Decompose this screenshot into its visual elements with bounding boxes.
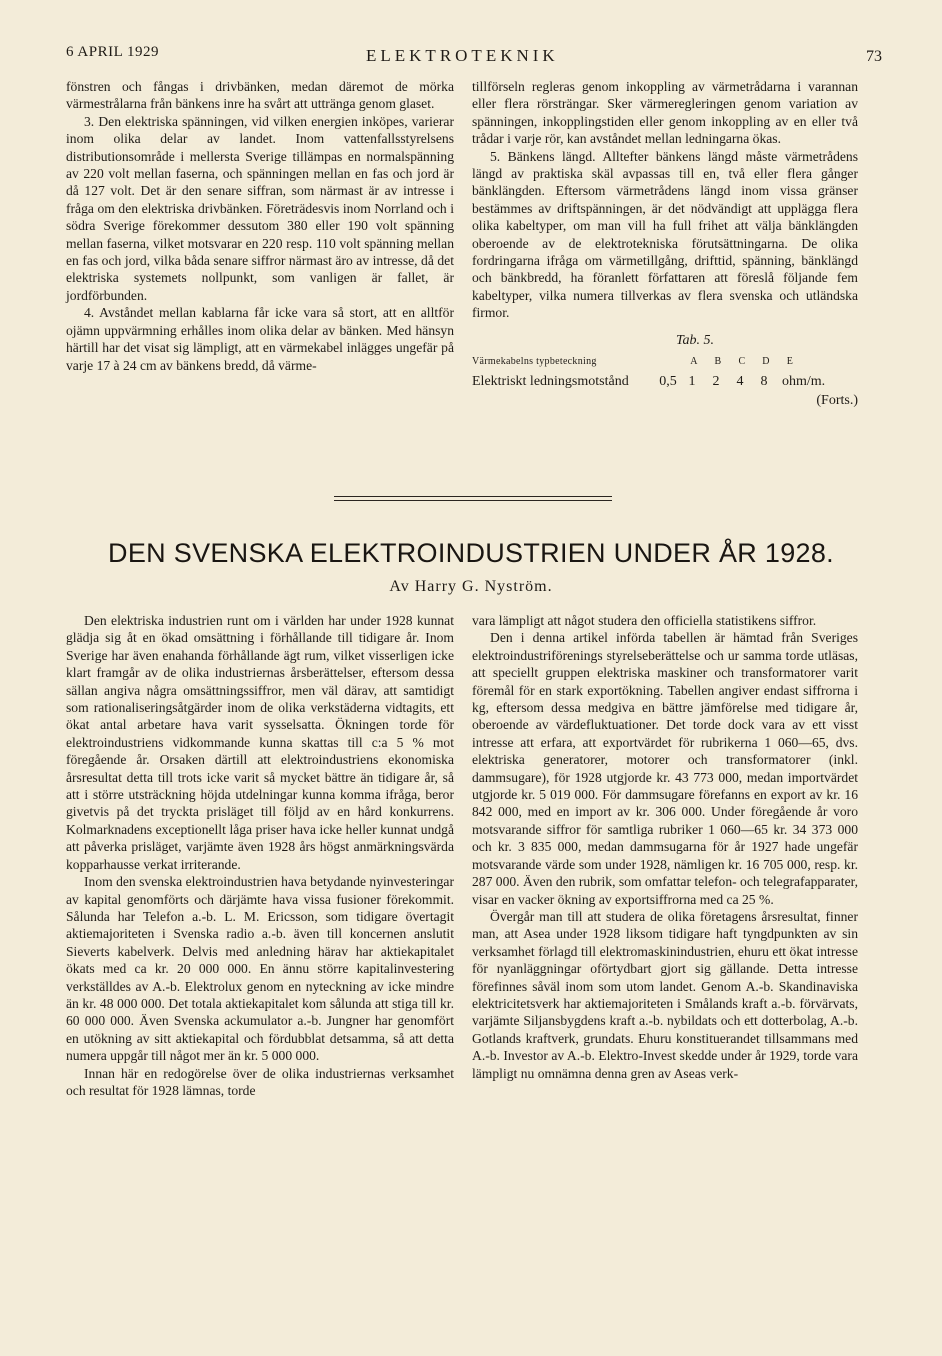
divider-rule bbox=[334, 496, 612, 497]
paragraph: 4. Avståndet mellan kablarna får icke vara så stort, att en alltför ojämn uppvärmning erhålles inom olika delar av bänken. Med hänsyn härtill har det visat sig lämpligt, att en värmekabel inlägges ungefär på varje 17 à 24 cm av bänkens bredd, då värme- bbox=[66, 305, 454, 373]
table-header-label: Värmekabelns typbeteckning bbox=[472, 356, 597, 368]
table-caption: Tab. 5. bbox=[675, 332, 714, 348]
bottom-right-column bbox=[472, 612, 858, 1082]
paragraph: Inom den svenska elektroindustrien hava betydande nyinvesteringar av kapital genomförts och därjämte hava vissa fusioner förekommit. Sålunda har Telefon a.-b. L. M. Ericsson, som tidigare övertagit aktiemajoriteten i Svenska radio a.-b. även till koncernen anslutit Sieverts kabelverk. Delvis med anledning härav har aktiekapitalet ökats med ca kr. 20 000 000. En ännu större kapitalinvestering verkställdes av A.-b. Elektrolux genom en nyteckning av icke mindre än kr. 48 000 000. Det totala aktiekapitalet kom sålunda att stiga till kr. 60 000 000. Även Svenska ackumulator a.-b. Jungner har genomfört en utökning av sitt aktiekapital och fördubblat detsamma, så att detta numera uppgår till något mer än kr. 5 000 000. bbox=[66, 874, 454, 1064]
top-right-column bbox=[472, 78, 858, 409]
table-cell: 4 bbox=[736, 373, 744, 389]
paragraph: vara lämpligt att något studera den officiella statistikens siffror. bbox=[472, 613, 817, 628]
table-key: C bbox=[738, 356, 746, 368]
paragraph: Innan här en redogörelse över de olika industriernas verksamhet och resultat för 1928 lämnas, torde bbox=[66, 1065, 454, 1098]
continued-note: (Forts.) bbox=[816, 392, 858, 408]
article-title: DEN SVENSKA ELEKTROINDUSTRIEN UNDER ÅR 1928. bbox=[108, 538, 834, 568]
paragraph: 3. Den elektriska spänningen, vid vilken energien inköpes, varierar inom olika delar av landet. Inom vattenfallsstyrelsens distributionsområde i mellersta Sverige tillämpas en normalspänning av 220 volt mellan faserna, och spänningen mellan en fas och jord är då 127 volt. Det är den senare siffran, som närmast är av intresse i fråga om den elektriska drivbänken. Företrädesvis inom Norrland och i södra Sverige förekommer dessutom 380 eller 190 volt spänning mellan faserna, vilket motsvarar en 220 resp. 110 volt spänning mellan en fas och jord, vilka båda senare siffror närmast äro av intresse, då det elektriska systemets nollpunkt, som vanligen är fallet, är jordförbunden. bbox=[66, 113, 454, 303]
table-cell: 2 bbox=[712, 373, 720, 389]
table-unit: ohm/m. bbox=[782, 373, 826, 389]
table-cell: 1 bbox=[688, 373, 696, 389]
paragraph: fönstren och fångas i drivbänken, medan däremot de mörka värmestrålarna från bänkens inre ha svårt att utträngа genom glaset. bbox=[66, 79, 454, 112]
bottom-left-column bbox=[66, 612, 454, 1099]
article-byline: Av Harry G. Nyström. bbox=[389, 578, 553, 595]
table-key: A bbox=[690, 356, 698, 368]
paragraph: 5. Bänkens längd. Alltefter bänkens längd måste värmetrådens längd av praktiska skäl avpassas till en, två eller flera gånger bänklängden. Eftersom värmetrådens längd inom vissa gränser bestämmes av driftspänningen, är det nödvändigt att upplägga flera olika kabeltyper, om man vill ha full frihet att välja bänklängden oberoende av de elektrotekniska förutsättningarna. De olika fordringarna ifråga om värmetillgång, drifttid, spänning, bänklängd och bänkbredd, ha föranlett författaren att föreslå följande fem kabeltyper, vilka numera tillverkas av flera svenska och utländska firmor. bbox=[472, 148, 858, 321]
paragraph: Den elektriska industrien runt om i världen har under 1928 kunnat glädja sig åt en ökad omsättning i förhållande till tidigare år. Inom Sverige har även enahanda förhållande ägt rum, vilket visserligen icke klart framgår av de olika industriernas årsberättelser, eftersom dessa sällan angiva några omsättningssiffror, men väl därav, att samtidigt som rationaliseringsåtgärder inom de olika verkstäderna vidtagits, ett ökat antal arbetare hava varit sysselsatta. Ökningen torde för elektroindustriens vidkommande kunna skattas till c:a 5 % mot föregående år. Orsaken därtill att elektroindustriens ekonomiska årsresultat detta till trots icke varit så mycket bättre än tidigare år, så att i större utsträckning höjda utdelningar kunna komma ifråga, beror givetvis på det tryckta prisläget till följd av en hård konkurrens. Kolmarknadens exceptionellt låga priser hava icke heller kunnat undgå att påverka prisläget, varjämte även 1928 års högst anmärkningsvärda kopparhausse verkat irriterande. bbox=[66, 613, 454, 872]
table-cell: 8 bbox=[760, 373, 768, 389]
table-key: B bbox=[714, 356, 722, 368]
running-head bbox=[66, 40, 882, 68]
journal-title: ELEKTROTEKNIK bbox=[366, 46, 559, 65]
table-cell: 0,5 bbox=[659, 373, 677, 389]
table-key: E bbox=[786, 356, 794, 368]
paragraph: Den i denna artikel införda tabellen är hämtad från Sveriges elektroindustriförenings styrelseberättelse och ur samma torde utläsas, att speciellt gruppen elektriska maskiner och transformatorer varit föremål för en stark exportökning. Tabellen angiver endast siffrorna i kg, eftersom dessa medgiva en bättre jämförelse med tidigare år, oberoende av värdefluktuationer. Det torde dock vara av ett visst intresse att erfara, att exportvärdet för rubrikerna 1 060—65, dvs. elektriska generatorer, motorer och transformatorer (inkl. dammsugare), för 1928 utgjorde kr. 43 773 000, medan importvärdet utgjorde kr. 5 019 000. För dammsugare förefanns en export av kr. 16 842 000, med en import av kr. 306 000. Under föregående år voro motsvarande siffror för samtliga rubriker 1 060—65 kr. 34 373 000 och kr. 3 835 000, medan dammsugarna för år 1927 hade ungefär motsvarande värde som under 1928, nämligen kr. 16 705 000, resp. kr. 287 000. Även den rubrik, som omfattar telefon- och telegrafapparater, visar en vacker ökning av exportsiffrorna med ca 25 %. bbox=[472, 630, 858, 907]
table-key: D bbox=[762, 356, 770, 368]
top-left-column bbox=[66, 78, 454, 374]
paragraph: tillförseln regleras genom inkoppling av värmetrådarna i varannan eller flera rörsträngar. Sker värmeregleringen genom variation av spänningen, inkopplingstiden eller genom inkoppling av en eller två trådar i varje rör, kan avståndet mellan ledningarna ökas. bbox=[472, 79, 858, 147]
table-row bbox=[472, 373, 858, 390]
divider-rule bbox=[334, 500, 612, 501]
paragraph: Övergår man till att studera de olika företagens årsresultat, finner man, att Asea under 1928 liksom tidigare haft tyngdpunkten av sin verksamhet förlagd till elektromaskinindustrien, ehuru ett ökat intresse för nyanläggningar oförtydbart gjort sig gällande. Detta intresse förefinnes såväl inom som utom landet. Genom A.-b. Skandinaviska elektricitetsverk har aktiemajoriteten i Smålands kraft a.-b. förvärvats, varjämte Siljansbygdens kraft a.-b. nybildats och ett dotterbolag, A.-b. Gotlands kraftverk, grundats. Ehuru konstituerandet tillsammans med A.-b. Investor av A.-b. Elektro-Invest skedde under år 1929, torde vara lämpligt nu omnämna denna gren av Aseas verk- bbox=[472, 908, 858, 1081]
table-header-row bbox=[472, 353, 858, 370]
issue-date: 6 APRIL 1929 bbox=[66, 44, 159, 60]
page-number: 73 bbox=[866, 48, 882, 65]
table-row-label: Elektriskt ledningsmotstånd bbox=[472, 373, 629, 389]
table-5 bbox=[472, 332, 858, 410]
